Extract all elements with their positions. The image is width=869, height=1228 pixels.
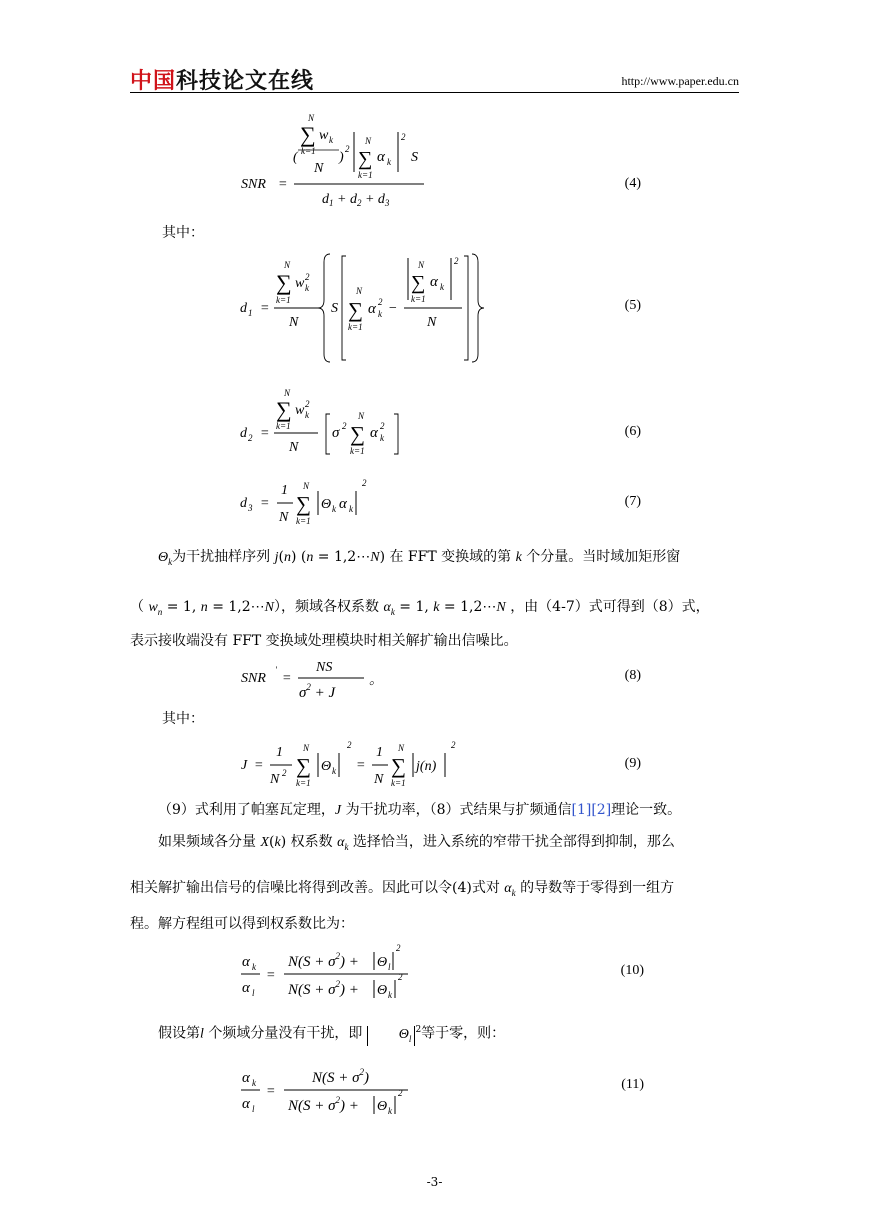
theta-l-abs: $\Theta_l$: [367, 1026, 416, 1047]
paragraph-parseval: （9）式利用了帕塞瓦定理，J 为干扰功率，（8）式结果与扩频通信[1][2]理论一致。: [158, 802, 682, 818]
svg-text:k=1: k=1: [296, 516, 311, 526]
logo-black-text: 科技论文在线: [176, 69, 315, 94]
svg-text:=: =: [278, 177, 288, 192]
equation-5: [238, 252, 498, 364]
svg-text:SNR: SNR: [241, 177, 266, 192]
equation-6: [238, 388, 418, 460]
svg-text:N(S + σ2): $N(S + \sigma^2)$: [312, 1067, 370, 1086]
svg-text:k: k: [378, 309, 382, 319]
svg-text:2: 2: [396, 943, 401, 953]
svg-text:∑: ∑: [391, 754, 406, 778]
svg-text:d: d: [240, 301, 247, 316]
equation-9: [238, 736, 468, 792]
svg-text:k: k: [380, 433, 384, 443]
svg-text:2: 2: [398, 972, 403, 982]
svg-text:l: l: [388, 962, 391, 972]
svg-text:): ): [339, 150, 344, 165]
paragraph-assume: 假设第l 个频域分量没有干扰，即 $\Theta_l^2$等于零，则：: [130, 1020, 740, 1046]
svg-text:N: N: [356, 286, 363, 296]
svg-text:N: N: [289, 315, 299, 330]
svg-text:=: =: [356, 758, 366, 773]
equation-8: [238, 654, 388, 700]
svg-text:J: J: [241, 758, 248, 773]
svg-text:∑: ∑: [348, 298, 363, 322]
svg-text:2: 2: [451, 740, 456, 750]
svg-text:S: S: [411, 150, 418, 165]
svg-text:1: 1: [276, 745, 283, 760]
svg-text:2: 2: [282, 768, 287, 778]
equation-7: [238, 474, 388, 530]
svg-text:=: =: [282, 671, 292, 686]
citation-link[interactable]: [1][2]: [571, 802, 612, 818]
svg-text:N: N: [289, 440, 299, 455]
svg-text:k=1: k=1: [350, 446, 365, 456]
paragraph-solve: 程。解方程组可以得到权系数比为：: [130, 916, 354, 932]
svg-text:α: α: [430, 274, 438, 290]
svg-text:=: =: [260, 426, 270, 441]
page-number: -3-: [426, 1175, 443, 1189]
svg-text:α: α: [370, 425, 378, 441]
header-rule: [130, 92, 739, 93]
svg-text:=: =: [266, 968, 276, 983]
journal-logo: [130, 64, 314, 95]
svg-text:∑: ∑: [276, 270, 292, 295]
svg-text:k: k: [332, 504, 336, 514]
svg-text:−: −: [388, 301, 398, 316]
svg-text:SNR: SNR: [241, 671, 266, 686]
svg-text:N: N: [303, 743, 310, 753]
svg-text:Θ: Θ: [321, 497, 332, 512]
svg-text:S: S: [331, 301, 338, 316]
paragraph-snr-without-fft: 表示接收端没有 FFT 变换域处理模块时相关解扩输出信噪比。: [130, 633, 518, 649]
site-url[interactable]: http://www.paper.edu.cn: [621, 74, 739, 88]
logo-red-text: 中国: [130, 69, 177, 94]
svg-text:∑: ∑: [296, 492, 311, 516]
svg-text:N: N: [284, 388, 291, 398]
equation-10: [238, 940, 418, 1004]
paragraph-weights: 如果频域各分量 X(k) 权系数 $\alpha_k$ 选择恰当，进入系统的窄带干扰全部得到抑制，那么: [158, 834, 675, 852]
equation-number-11: (11): [621, 1077, 644, 1092]
svg-text:2: 2: [342, 421, 347, 431]
svg-text:N: N: [374, 772, 384, 787]
svg-text:N: N: [418, 260, 425, 270]
svg-text:k=1: k=1: [276, 295, 291, 305]
equation-number-6: (6): [624, 424, 641, 439]
svg-text:2: 2: [347, 740, 352, 750]
svg-text:N: N: [279, 510, 289, 525]
svg-text:2: 2: [454, 256, 459, 266]
svg-text:2: 2: [378, 297, 383, 307]
svg-text:N: N: [365, 136, 372, 146]
equation-number-8: (8): [624, 668, 641, 683]
where-label-1: 其中：: [162, 225, 204, 241]
svg-text:k: k: [329, 135, 333, 145]
svg-text:k=1: k=1: [411, 294, 426, 304]
svg-text:Θ: Θ: [377, 983, 388, 998]
svg-text:N(S + σ2) +: $N(S + \sigma^2)$ +: [288, 1095, 359, 1114]
svg-text:(: (: [293, 150, 298, 165]
svg-text:∑: ∑: [296, 754, 311, 778]
equation-11: [238, 1056, 418, 1120]
svg-text:Θ: Θ: [377, 955, 388, 970]
svg-text:k=1: k=1: [301, 146, 316, 156]
equation-4: [238, 110, 438, 206]
svg-text:α: α: [242, 1070, 250, 1086]
svg-text:k: k: [349, 504, 353, 514]
svg-text:2: 2: [398, 1088, 403, 1098]
svg-text:1: 1: [281, 483, 288, 498]
svg-text:d1 + d2 + d3: $d_1 + d_2 + d_3$: [322, 192, 390, 206]
svg-text:∑: ∑: [411, 272, 426, 294]
svg-text:N: N: [398, 743, 405, 753]
svg-text:∑: ∑: [358, 148, 373, 170]
svg-text:=: =: [260, 301, 270, 316]
svg-text:α: α: [242, 954, 250, 970]
svg-text:k: k: [252, 962, 256, 972]
svg-text:∑: ∑: [300, 122, 316, 147]
svg-text:∑: ∑: [276, 397, 292, 422]
svg-text:N: N: [427, 315, 437, 330]
svg-text:N: N: [358, 411, 365, 421]
svg-text:2: 2: [345, 144, 350, 154]
svg-text:2: 2: [362, 478, 367, 488]
svg-text:σ: σ: [332, 425, 340, 441]
svg-text:k=1: k=1: [276, 421, 291, 431]
equation-number-4: (4): [624, 176, 641, 191]
svg-text:k: k: [440, 282, 444, 292]
svg-text:k: k: [252, 1078, 256, 1088]
svg-text:α: α: [377, 149, 385, 165]
svg-text:=: =: [260, 496, 270, 511]
svg-text:k: k: [388, 1106, 392, 1116]
svg-text:k: k: [387, 157, 391, 167]
svg-text:2: 2: [248, 433, 253, 443]
equation-number-5: (5): [624, 298, 641, 313]
svg-text:w: w: [295, 276, 305, 291]
equation-8-period: 。: [369, 673, 383, 688]
svg-text:k: k: [305, 283, 309, 293]
svg-text:N: N: [308, 113, 315, 123]
svg-text:k=1: k=1: [348, 322, 363, 332]
svg-text:3: 3: [248, 503, 253, 513]
svg-text:w: w: [295, 403, 305, 418]
svg-text:=: =: [266, 1084, 276, 1099]
svg-text:d: d: [240, 496, 247, 511]
svg-text:N(S + σ2) +: $N(S + \sigma^2)$ +: [288, 951, 359, 970]
svg-text:N: N: [314, 161, 324, 176]
svg-text:2: 2: [380, 421, 385, 431]
svg-text:l: l: [252, 988, 255, 998]
paragraph-derivative: 相关解扩输出信号的信噪比将得到改善。因此可以令(4)式对 $\alpha_k$ 的导数等于零得到一组方: [130, 880, 675, 898]
where-label-2: 其中：: [162, 711, 204, 727]
svg-text:j(n): j(n): [416, 759, 437, 774]
svg-text:α: α: [368, 301, 376, 317]
svg-text:k: k: [388, 990, 392, 1000]
svg-text:N: N: [270, 772, 280, 787]
svg-text:α: α: [242, 980, 250, 996]
equation-number-7: (7): [624, 494, 641, 509]
svg-text:N: N: [303, 481, 310, 491]
svg-text:1: 1: [248, 308, 253, 318]
svg-text:2: 2: [305, 272, 310, 282]
svg-text:NS: NS: [316, 660, 333, 675]
equation-number-9: (9): [624, 756, 641, 771]
svg-text:Θ: Θ: [321, 759, 332, 774]
paragraph-window: （ $w_n = 1$, n = 1,2⋯N），频域各权系数 $\alpha_k = 1$, k = 1,2⋯N ，由（4-7）式可得到（8）式，: [130, 599, 710, 617]
svg-text:k: k: [305, 410, 309, 420]
svg-text:Θ: Θ: [377, 1099, 388, 1114]
svg-text:σ2 + J: $\sigma^2 + J$: [299, 682, 336, 700]
svg-text:k=1: k=1: [296, 778, 311, 788]
svg-text:1: 1: [376, 745, 383, 760]
svg-text:l: l: [252, 1104, 255, 1114]
paragraph-theta-definition: $\Theta_k$为干扰抽样序列 j(n) (n = 1,2⋯N) 在 FFT 变换域的第 k 个分量。当时域加矩形窗: [158, 549, 681, 567]
svg-text:α: α: [242, 1096, 250, 1112]
svg-text:2: 2: [401, 132, 406, 142]
svg-text:k: k: [332, 766, 336, 776]
svg-text:k=1: k=1: [391, 778, 406, 788]
svg-text:2: 2: [305, 399, 310, 409]
svg-text:N(S + σ2) +: $N(S + \sigma^2)$ +: [288, 979, 359, 998]
svg-text:α: α: [339, 496, 347, 512]
svg-text:k=1: k=1: [358, 170, 373, 180]
svg-text:w: w: [319, 128, 329, 143]
svg-text:': ': [275, 665, 277, 675]
svg-text:d: d: [240, 426, 247, 441]
svg-text:=: =: [254, 758, 264, 773]
svg-text:N: N: [284, 260, 291, 270]
svg-text:∑: ∑: [350, 422, 365, 446]
equation-number-10: (10): [620, 963, 644, 978]
